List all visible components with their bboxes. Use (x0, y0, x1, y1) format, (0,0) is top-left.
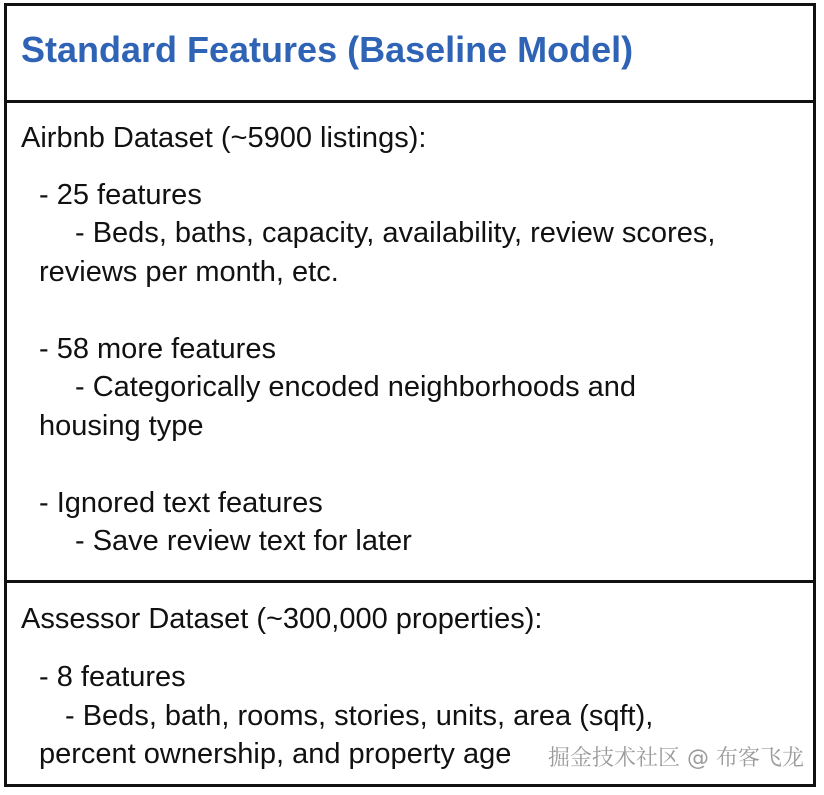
assessor-detail-1-line-2: percent ownership, and property age (39, 738, 512, 770)
assessor-bullet-1: - 8 features (39, 661, 186, 693)
airbnb-bullet-3: - Ignored text features (39, 487, 323, 519)
airbnb-bullet-1: - 25 features (39, 179, 202, 211)
watermark: 掘金技术社区 @ 布客飞龙 (548, 746, 804, 771)
airbnb-detail-1-line-1: - Beds, baths, capacity, availability, review scores, (75, 217, 716, 249)
airbnb-heading: Airbnb Dataset (~5900 listings): (21, 122, 427, 154)
airbnb-detail-1-line-2: reviews per month, etc. (39, 256, 339, 288)
slide-title: Standard Features (Baseline Model) (21, 29, 634, 70)
title-section (7, 6, 813, 103)
airbnb-section (7, 103, 813, 583)
airbnb-detail-2-line-1: - Categorically encoded neighborhoods and (75, 371, 637, 403)
airbnb-bullet-2: - 58 more features (39, 333, 276, 365)
airbnb-detail-3-line-1: - Save review text for later (75, 525, 412, 557)
assessor-detail-1-line-1: - Beds, bath, rooms, stories, units, area (sqft), (65, 700, 654, 732)
slide-frame (4, 3, 816, 787)
airbnb-detail-2-line-2: housing type (39, 410, 204, 442)
assessor-heading: Assessor Dataset (~300,000 properties): (21, 603, 543, 635)
